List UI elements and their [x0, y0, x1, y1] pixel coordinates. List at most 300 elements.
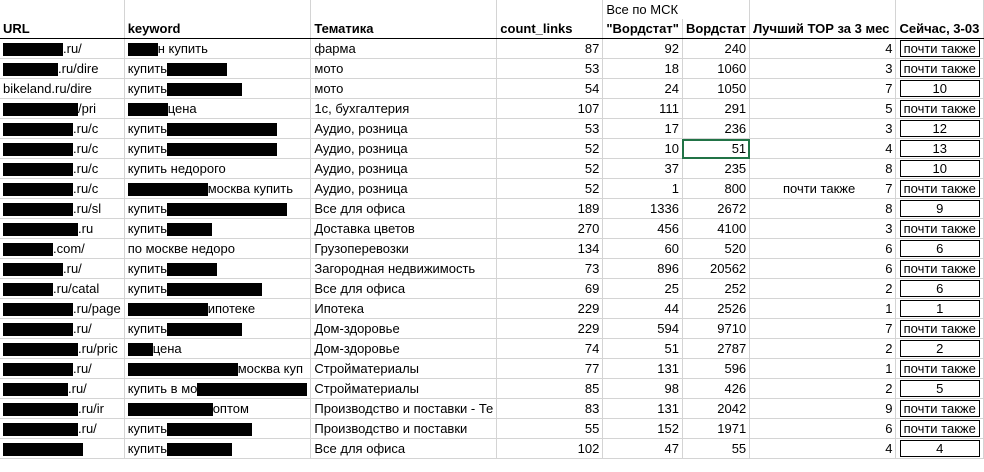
wordstat-quoted-cell-text: 92 [664, 41, 679, 56]
table-row [0, 159, 984, 179]
wordstat-cell-text: 236 [724, 121, 747, 136]
best-top-cell[interactable] [750, 139, 896, 159]
keyword-cell-text: н купить [157, 41, 208, 56]
wordstat-quoted-cell-text: 98 [664, 381, 679, 396]
url-cell[interactable] [0, 199, 124, 219]
keyword-cell[interactable] [124, 59, 311, 79]
topic-cell[interactable] [311, 119, 497, 139]
best-top-cell[interactable] [750, 59, 896, 79]
keyword-cell[interactable] [124, 359, 311, 379]
now-cell[interactable] [896, 79, 984, 99]
topic-cell[interactable] [311, 199, 497, 219]
now-cell[interactable] [896, 419, 984, 439]
count-links-cell-text: 87 [584, 41, 600, 56]
header-best-top[interactable]: Лучший ТОР за 3 мес [750, 19, 896, 39]
topic-cell[interactable] [311, 299, 497, 319]
wordstat-quoted-cell-text: 24 [664, 81, 679, 96]
now-cell-text: 12 [900, 120, 980, 137]
wordstat-cell[interactable] [682, 219, 749, 239]
keyword-cell[interactable] [124, 219, 311, 239]
topic-cell[interactable] [311, 399, 497, 419]
wordstat-quoted-cell[interactable] [603, 199, 683, 219]
wordstat-quoted-cell[interactable] [603, 39, 683, 59]
redaction-block [128, 363, 238, 376]
wordstat-quoted-cell[interactable] [603, 399, 683, 419]
wordstat-cell-text: 235 [724, 161, 747, 176]
now-cell[interactable] [896, 259, 984, 279]
redaction-block [3, 283, 53, 296]
wordstat-cell[interactable] [682, 319, 749, 339]
best-top-cell[interactable] [750, 439, 896, 459]
wordstat-cell-text: 2042 [717, 401, 747, 416]
topic-cell-text: Стройматериалы [314, 381, 420, 396]
url-cell-text: .ru/c [73, 141, 99, 156]
wordstat-cell[interactable] [682, 179, 749, 199]
header-keyword[interactable]: keyword [124, 19, 311, 39]
now-cell[interactable] [896, 299, 984, 319]
now-cell[interactable] [896, 379, 984, 399]
wordstat-cell[interactable] [682, 339, 749, 359]
url-cell[interactable] [0, 379, 124, 399]
topic-cell[interactable] [311, 339, 497, 359]
best-top-cell[interactable] [750, 159, 896, 179]
now-cell[interactable] [896, 359, 984, 379]
table-row [0, 439, 984, 459]
topic-cell[interactable] [311, 159, 497, 179]
redaction-block [3, 323, 73, 336]
header-row [0, 19, 984, 39]
url-cell[interactable] [0, 319, 124, 339]
count-links-cell[interactable] [497, 439, 603, 459]
now-cell[interactable] [896, 399, 984, 419]
redaction-block [128, 303, 208, 316]
table-row [0, 239, 984, 259]
count-links-cell[interactable] [497, 139, 603, 159]
keyword-cell[interactable] [124, 319, 311, 339]
url-cell[interactable] [0, 219, 124, 239]
now-cell[interactable] [896, 339, 984, 359]
count-links-cell-text: 85 [584, 381, 600, 396]
redaction-block [3, 203, 73, 216]
count-links-cell-text: 55 [584, 421, 600, 436]
header-topic[interactable]: Тематика [311, 19, 497, 39]
keyword-cell-text: москва купить [207, 181, 294, 196]
url-cell[interactable] [0, 39, 124, 59]
now-cell-text: почти также [900, 420, 980, 437]
table-row [0, 39, 984, 59]
wordstat-quoted-cell[interactable] [603, 319, 683, 339]
table-row [0, 419, 984, 439]
wordstat-cell-text: 55 [731, 441, 747, 456]
topic-cell-text: Загородная недвижимость [314, 261, 476, 276]
wordstat-quoted-cell[interactable] [603, 439, 683, 459]
topic-cell-text: 1с, бухгалтерия [314, 101, 410, 116]
count-links-cell-text: 83 [584, 401, 600, 416]
wordstat-cell[interactable] [682, 299, 749, 319]
url-cell-text: .ru/ [63, 41, 82, 56]
wordstat-quoted-cell-text: 60 [664, 241, 679, 256]
url-cell-text: .ru/ [68, 381, 87, 396]
topic-cell-text: Аудио, розница [314, 141, 408, 156]
url-cell-text: .ru/ [73, 321, 92, 336]
now-cell-text: 1 [900, 300, 980, 317]
wordstat-quoted-cell[interactable] [603, 359, 683, 379]
topic-cell[interactable] [311, 359, 497, 379]
keyword-cell[interactable] [124, 379, 311, 399]
wordstat-cell[interactable] [682, 59, 749, 79]
best-top-cell-text: 4 [885, 441, 893, 456]
url-cell[interactable] [0, 119, 124, 139]
wordstat-cell-text: 51 [731, 141, 747, 156]
url-cell[interactable] [0, 99, 124, 119]
best-top-cell[interactable] [750, 79, 896, 99]
topic-cell[interactable] [311, 259, 497, 279]
best-top-cell[interactable] [750, 199, 896, 219]
topic-cell[interactable] [311, 379, 497, 399]
keyword-cell-text: купить [127, 81, 168, 96]
now-cell-text: почти также [900, 100, 980, 117]
wordstat-quoted-cell-text: 111 [659, 101, 679, 116]
super-header-cell[interactable] [603, 0, 750, 19]
keyword-cell[interactable] [124, 439, 311, 459]
wordstat-cell[interactable] [682, 239, 749, 259]
wordstat-cell-text: 4100 [717, 221, 747, 236]
wordstat-quoted-cell-text: 51 [664, 341, 679, 356]
topic-cell[interactable] [311, 419, 497, 439]
table-row [0, 59, 984, 79]
keyword-cell[interactable] [124, 79, 311, 99]
keyword-cell[interactable] [124, 179, 311, 199]
wordstat-cell[interactable] [682, 79, 749, 99]
redaction-block [128, 183, 208, 196]
keyword-cell[interactable] [124, 299, 311, 319]
table-row [0, 399, 984, 419]
wordstat-cell[interactable] [682, 359, 749, 379]
keyword-cell[interactable] [124, 399, 311, 419]
best-top-cell[interactable] [750, 39, 896, 59]
best-top-cell[interactable] [750, 299, 896, 319]
url-cell[interactable] [0, 239, 124, 259]
url-cell[interactable] [0, 139, 124, 159]
wordstat-quoted-cell[interactable] [603, 99, 683, 119]
wordstat-quoted-cell[interactable] [603, 299, 683, 319]
wordstat-cell[interactable] [682, 379, 749, 399]
best-top-cell[interactable] [750, 219, 896, 239]
count-links-cell[interactable] [497, 79, 603, 99]
best-top-cell[interactable] [750, 119, 896, 139]
keyword-cell-text: москва куп [237, 361, 304, 376]
wordstat-cell-text: 20562 [710, 261, 747, 276]
now-cell[interactable] [896, 59, 984, 79]
keyword-cell[interactable] [124, 339, 311, 359]
wordstat-quoted-cell[interactable] [603, 179, 683, 199]
now-cell[interactable] [896, 39, 984, 59]
topic-cell[interactable] [311, 439, 497, 459]
keyword-cell[interactable] [124, 419, 311, 439]
count-links-cell[interactable] [497, 219, 603, 239]
redaction-block [167, 283, 262, 296]
topic-cell[interactable] [311, 59, 497, 79]
redaction-block [167, 63, 227, 76]
keyword-cell[interactable] [124, 279, 311, 299]
best-top-cell[interactable] [750, 359, 896, 379]
count-links-cell[interactable] [497, 119, 603, 139]
header-wordstat[interactable]: Вордстат [682, 19, 749, 39]
best-top-cell-text: 7 [885, 81, 893, 96]
wordstat-quoted-cell-text: 25 [664, 281, 679, 296]
wordstat-cell[interactable] [682, 199, 749, 219]
wordstat-cell[interactable] [682, 119, 749, 139]
url-cell-text: .ru/dire [58, 61, 99, 76]
keyword-cell-text: оптом [212, 401, 249, 416]
now-cell-text: 10 [900, 160, 980, 177]
topic-cell-text: Ипотека [314, 301, 364, 316]
header-url[interactable]: URL [0, 19, 124, 39]
topic-cell[interactable] [311, 79, 497, 99]
wordstat-quoted-cell[interactable] [603, 339, 683, 359]
count-links-cell[interactable] [497, 379, 603, 399]
url-cell-text: .ru/ir [78, 401, 104, 416]
url-cell-text: .ru/catal [53, 281, 100, 296]
wordstat-quoted-cell[interactable] [603, 239, 683, 259]
url-cell[interactable] [0, 59, 124, 79]
topic-cell-text: Стройматериалы [314, 361, 420, 376]
wordstat-cell-text: 291 [724, 101, 747, 116]
wordstat-quoted-cell-text: 152 [657, 421, 679, 436]
wordstat-cell[interactable] [682, 259, 749, 279]
now-cell[interactable] [896, 319, 984, 339]
count-links-cell[interactable] [497, 319, 603, 339]
best-top-cell[interactable] [750, 239, 896, 259]
best-top-cell-text: 4 [885, 141, 893, 156]
now-cell-text: почти также [900, 220, 980, 237]
count-links-cell[interactable] [497, 159, 603, 179]
header-count-links[interactable]: count_links [497, 19, 603, 39]
count-links-cell[interactable] [497, 259, 603, 279]
topic-cell[interactable] [311, 39, 497, 59]
best-top-cell[interactable] [750, 179, 896, 199]
table-row [0, 219, 984, 239]
url-cell[interactable] [0, 79, 124, 99]
count-links-cell[interactable] [497, 279, 603, 299]
best-top-cell[interactable] [750, 339, 896, 359]
wordstat-quoted-cell-text: 18 [664, 61, 679, 76]
count-links-cell-text: 52 [584, 141, 600, 156]
now-cell-text: 10 [900, 80, 980, 97]
count-links-cell-text: 229 [577, 301, 600, 316]
count-links-cell[interactable] [497, 239, 603, 259]
keyword-cell-text: купить [127, 421, 168, 436]
count-links-cell[interactable] [497, 339, 603, 359]
table-row [0, 119, 984, 139]
keyword-cell-text: по москве недоро [127, 241, 235, 256]
best-top-cell-text: 2 [885, 381, 893, 396]
wordstat-cell[interactable] [682, 39, 749, 59]
keyword-cell[interactable] [124, 199, 311, 219]
count-links-cell[interactable] [497, 399, 603, 419]
redaction-block [128, 43, 158, 56]
now-cell[interactable] [896, 239, 984, 259]
wordstat-cell[interactable] [682, 419, 749, 439]
header-now[interactable]: Сейчас, 3-03 [896, 19, 984, 39]
keyword-cell[interactable] [124, 119, 311, 139]
count-links-cell-text: 107 [577, 101, 600, 116]
wordstat-cell[interactable] [682, 279, 749, 299]
wordstat-cell-text: 240 [724, 41, 747, 56]
wordstat-quoted-cell[interactable] [603, 379, 683, 399]
url-cell-text: .ru/c [73, 161, 99, 176]
keyword-cell[interactable] [124, 139, 311, 159]
now-cell[interactable] [896, 199, 984, 219]
best-top-cell-text: 2 [885, 281, 893, 296]
wordstat-quoted-cell-text: 131 [657, 401, 679, 416]
count-links-cell-text: 229 [577, 321, 600, 336]
best-top-cell[interactable] [750, 419, 896, 439]
table-row [0, 139, 984, 159]
best-top-cell[interactable] [750, 319, 896, 339]
count-links-cell-text: 52 [584, 181, 600, 196]
url-cell[interactable] [0, 339, 124, 359]
topic-cell[interactable] [311, 239, 497, 259]
wordstat-quoted-cell-text: 1336 [650, 201, 679, 216]
keyword-cell-text: купить в мо [127, 381, 198, 396]
url-cell-text: .ru/ [78, 421, 97, 436]
now-cell[interactable] [896, 99, 984, 119]
count-links-cell[interactable] [497, 179, 603, 199]
count-links-cell-text: 73 [584, 261, 600, 276]
keyword-cell-text: купить [127, 281, 168, 296]
count-links-cell[interactable] [497, 299, 603, 319]
wordstat-cell[interactable] [682, 139, 749, 159]
topic-cell[interactable] [311, 139, 497, 159]
keyword-cell-text: ипотеке [207, 301, 256, 316]
topic-cell[interactable] [311, 319, 497, 339]
best-top-cell[interactable] [750, 279, 896, 299]
best-top-cell[interactable] [750, 259, 896, 279]
redaction-block [167, 83, 242, 96]
count-links-cell-text: 54 [584, 81, 600, 96]
best-top-cell[interactable] [750, 99, 896, 119]
table-row [0, 359, 984, 379]
wordstat-cell-text: 1971 [717, 421, 747, 436]
url-cell[interactable] [0, 439, 124, 459]
topic-cell[interactable] [311, 219, 497, 239]
count-links-cell[interactable] [497, 359, 603, 379]
best-top-cell[interactable] [750, 399, 896, 419]
count-links-cell[interactable] [497, 419, 603, 439]
wordstat-quoted-cell[interactable] [603, 139, 683, 159]
now-cell[interactable] [896, 219, 984, 239]
redaction-block [167, 203, 287, 216]
count-links-cell[interactable] [497, 199, 603, 219]
wordstat-quoted-cell[interactable] [603, 219, 683, 239]
url-cell[interactable] [0, 359, 124, 379]
best-top-cell-text: 6 [885, 261, 893, 276]
wordstat-quoted-cell[interactable] [603, 279, 683, 299]
now-cell[interactable] [896, 119, 984, 139]
wordstat-quoted-cell[interactable] [603, 79, 683, 99]
url-cell[interactable] [0, 299, 124, 319]
topic-cell-text: Производство и поставки - Те [314, 401, 494, 416]
redaction-block [3, 343, 78, 356]
redaction-block [3, 363, 73, 376]
wordstat-cell-text: 1060 [717, 61, 747, 76]
wordstat-quoted-cell[interactable] [603, 119, 683, 139]
best-top-cell-text: 2 [885, 341, 893, 356]
wordstat-quoted-cell[interactable] [603, 159, 683, 179]
redaction-block [3, 263, 63, 276]
wordstat-cell[interactable] [682, 159, 749, 179]
best-top-cell-text: 3 [885, 61, 893, 76]
keyword-cell[interactable] [124, 99, 311, 119]
keyword-cell[interactable] [124, 239, 311, 259]
wordstat-cell[interactable] [682, 99, 749, 119]
wordstat-cell[interactable] [682, 399, 749, 419]
now-cell[interactable] [896, 159, 984, 179]
url-cell[interactable] [0, 419, 124, 439]
url-cell[interactable] [0, 279, 124, 299]
wordstat-quoted-cell[interactable] [603, 259, 683, 279]
topic-cell[interactable] [311, 279, 497, 299]
count-links-cell[interactable] [497, 99, 603, 119]
now-cell-text: 9 [900, 200, 980, 217]
count-links-cell-text: 52 [584, 161, 600, 176]
now-cell-text: почти также [900, 260, 980, 277]
redaction-block [128, 103, 168, 116]
topic-cell[interactable] [311, 179, 497, 199]
redaction-block [3, 63, 58, 76]
table-row [0, 179, 984, 199]
now-cell-text: почти также [900, 360, 980, 377]
topic-cell-text: Грузоперевозки [314, 241, 409, 256]
topic-cell-text: Аудио, розница [314, 121, 408, 136]
url-cell[interactable] [0, 399, 124, 419]
count-links-cell[interactable] [497, 59, 603, 79]
count-links-cell-text: 270 [577, 221, 600, 236]
now-cell[interactable] [896, 179, 984, 199]
keyword-cell-text: цена [167, 101, 197, 116]
url-cell[interactable] [0, 259, 124, 279]
now-cell[interactable] [896, 439, 984, 459]
count-links-cell[interactable] [497, 39, 603, 59]
best-top-cell-text: 4 [885, 41, 893, 56]
wordstat-quoted-cell[interactable] [603, 419, 683, 439]
best-top-cell-text: 7 [885, 321, 893, 336]
topic-cell-text: фарма [314, 41, 356, 56]
keyword-cell-text: купить [127, 141, 168, 156]
topic-cell[interactable] [311, 99, 497, 119]
url-cell[interactable] [0, 179, 124, 199]
keyword-cell[interactable] [124, 159, 311, 179]
now-cell[interactable] [896, 279, 984, 299]
wordstat-cell-text: 426 [724, 381, 747, 396]
wordstat-quoted-cell[interactable] [603, 59, 683, 79]
best-top-cell[interactable] [750, 379, 896, 399]
table-row [0, 339, 984, 359]
url-cell[interactable] [0, 159, 124, 179]
wordstat-cell[interactable] [682, 439, 749, 459]
best-top-cell-text: 1 [885, 301, 893, 316]
topic-cell-text: Все для офиса [314, 441, 406, 456]
header-wordstat-quoted[interactable]: "Вордстат" [603, 19, 683, 39]
now-cell[interactable] [896, 139, 984, 159]
redaction-block [167, 123, 277, 136]
keyword-cell[interactable] [124, 259, 311, 279]
redaction-block [3, 443, 83, 456]
wordstat-cell-text: 1050 [717, 81, 747, 96]
now-cell-text: почти также [900, 40, 980, 57]
keyword-cell[interactable] [124, 39, 311, 59]
